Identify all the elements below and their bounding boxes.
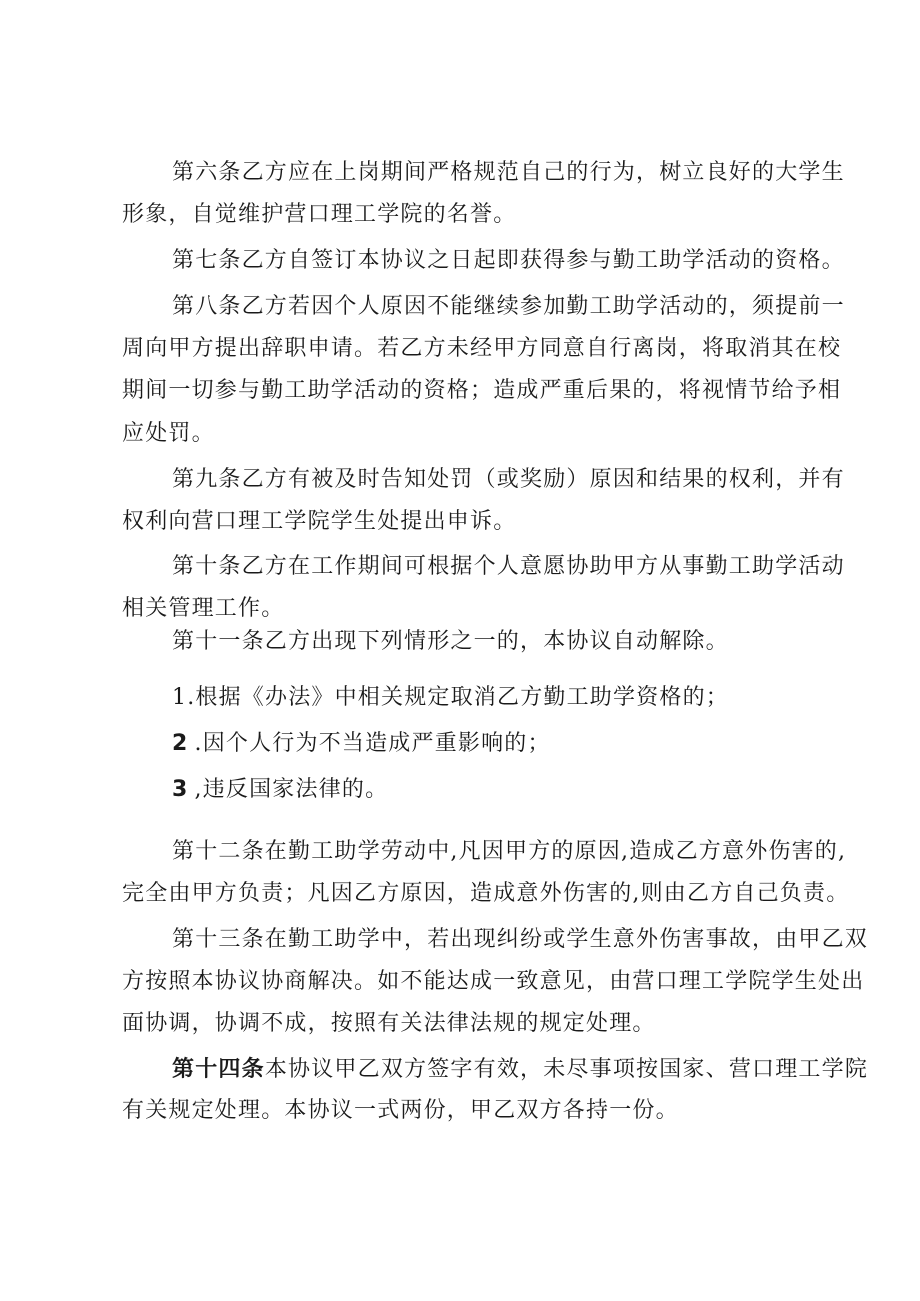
- list-item-3: [172, 779, 388, 801]
- article-14-heading: 第十四条: [172, 1056, 265, 1082]
- list-item-2: [172, 733, 551, 755]
- article-10-line-2: 相关管理工作。: [122, 596, 285, 621]
- article-8-line-3: 期间一切参与勤工助学活动的资格；造成严重后果的，将视情节给予相: [122, 378, 842, 403]
- article-6-line-2: 形象，自觉维护营口理工学院的名誉。: [122, 202, 517, 227]
- article-8-line-1: 第八条乙方若因个人原因不能继续参加勤工助学活动的，须提前一: [172, 294, 845, 319]
- list-item-2-number: 2: [172, 731, 189, 756]
- article-12-line-1: 第十二条在勤工助学劳动中,凡因甲方的原因,造成乙方意外伤害的,: [172, 839, 847, 864]
- list-item-3-text: ,违反国家法律的。: [194, 777, 389, 802]
- article-14-line-2: 有关规定处理。本协议一式两份，甲乙双方各持一份。: [122, 1098, 679, 1123]
- article-6-line-1: 第六条乙方应在上岗期间严格规范自己的行为，树立良好的大学生: [172, 160, 845, 185]
- article-13-line-3: 面协调，协调不成，按照有关法律法规的规定处理。: [122, 1011, 656, 1036]
- article-12-line-2: 完全由甲方负责；凡因乙方原因，造成意外伤害的,则由乙方自己负责。: [122, 881, 850, 906]
- article-14-text: 本协议甲乙双方签字有效，未尽事项按国家、营口理工学院: [264, 1057, 869, 1082]
- article-7-line-1: 第七条乙方自签订本协议之日起即获得参与勤工助学活动的资格。: [172, 248, 845, 273]
- article-13-line-1: 第十三条在勤工助学中，若出现纠纷或学生意外伤害事故，由甲乙双: [172, 927, 869, 952]
- article-14-line-1: [172, 1058, 868, 1081]
- article-11-line-1: 第十一条乙方出现下列情形之一的，本协议自动解除。: [172, 629, 729, 654]
- article-8-line-2: 周向甲方提出辞职申请。若乙方未经甲方同意自行离岗，将取消其在校: [122, 336, 842, 361]
- article-8-line-4: 应处罚。: [122, 421, 215, 446]
- article-9-line-1: 第九条乙方有被及时告知处罚（或奖励）原因和结果的权利，并有: [172, 467, 845, 492]
- article-13-line-2: 方按照本协议协商解决。如不能达成一致意见，由营口理工学院学生处出: [122, 969, 865, 994]
- article-10-line-1: 第十条乙方在工作期间可根据个人意愿协助甲方从事勤工助学活动: [172, 554, 845, 579]
- list-item-2-text: .因个人行为不当造成严重影响的；: [194, 731, 551, 756]
- list-item-3-number: 3: [172, 777, 189, 802]
- article-9-line-2: 权利向营口理工学院学生处提出申诉。: [122, 509, 517, 534]
- list-item-1: 1.根据《办法》中相关规定取消乙方勤工助学资格的；: [172, 685, 729, 710]
